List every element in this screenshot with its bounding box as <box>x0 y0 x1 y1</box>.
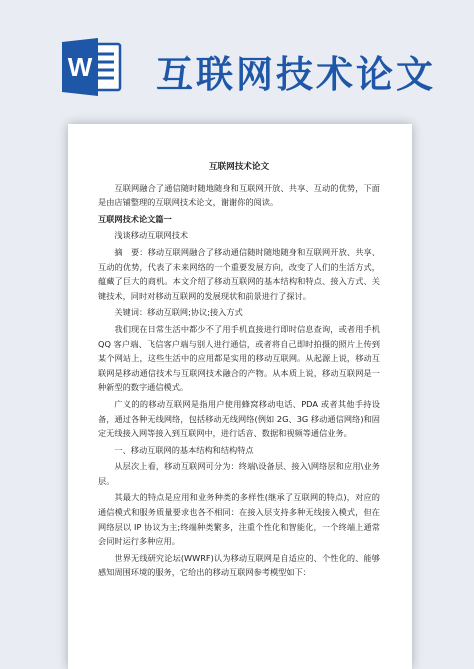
body-paragraph: 我们现在日常生活中都少不了用手机直接进行即时信息查询，或者用手机 QQ 客户端、飞信客户端与别人进行通信，或者将自己即时拍摄的照片上传到某个网站上，这些生活中的应用都是实用的移动互联网。从起源上说，移动互联网是移动通信技术与互联网技术融合的产物。从本质上说，移动互联网是一种新型的数字通信模式。 <box>98 323 380 393</box>
body-paragraph: 其最大的特点是应用和业务种类的多样性(继承了互联网的特点)，对应的通信模式和服务质量要求也各不相同：在接入层支持多种无线接入模式，但在网络层以 IP 协议为主;终端种类繁多，注重个性化和智能化，一个终端上通常会同时运行多种应用。 <box>98 492 380 547</box>
body-paragraph: 世界无线研究论坛(WWRF)认为移动互联网是自适应的、个性化的、能够感知周围环境的服务，它给出的移动互联网参考模型如下： <box>98 552 380 578</box>
intro-paragraph: 互联网融合了通信随时随地随身和互联网开放、共享、互动的优势，下面是由店铺整理的互联网技术论文，谢谢你的阅读。 <box>98 182 380 208</box>
document-body <box>98 160 380 582</box>
document-page <box>68 124 412 669</box>
body-paragraph: 广义的的移动互联网是指用户使用蜂窝移动电话、PDA 或者其他手持设备，通过各种无线网络，包括移动无线网络(例如 2G、3G 移动通信网络)和固定无线接入网等接入到互联网中，进行话音、数据和视频等通信业务。 <box>98 398 380 439</box>
document-title: 互联网技术论文 <box>208 162 270 172</box>
sub-heading: 一、移动互联网的基本结构和结构特点 <box>114 444 254 455</box>
section-heading: 互联网技术论文篇一 <box>98 213 172 224</box>
header-banner <box>0 0 474 108</box>
abstract-paragraph: 摘 要：移动互联网融合了移动通信随时随地随身和互联网开放、共享、互动的优势，代表了未来网络的一个重要发展方向，改变了人们的生活方式，蕴藏了巨大的商机。本文介绍了移动互联网的基本结构和特点、接入方式、关键技术，同时对移动互联网的发展现状和前景进行了探讨。 <box>98 246 380 301</box>
word-logo-letter: W <box>67 52 93 82</box>
banner-title: 互联网技术论文 <box>156 52 436 96</box>
word-icon <box>62 38 122 96</box>
keywords-line: 关键词：移动互联网;协议;接入方式 <box>114 307 243 318</box>
body-paragraph: 从层次上看，移动互联网可分为：终端\设备层、接入\网络层和应用\业务层。 <box>98 461 380 486</box>
article-subtitle: 浅谈移动互联网技术 <box>114 230 189 241</box>
